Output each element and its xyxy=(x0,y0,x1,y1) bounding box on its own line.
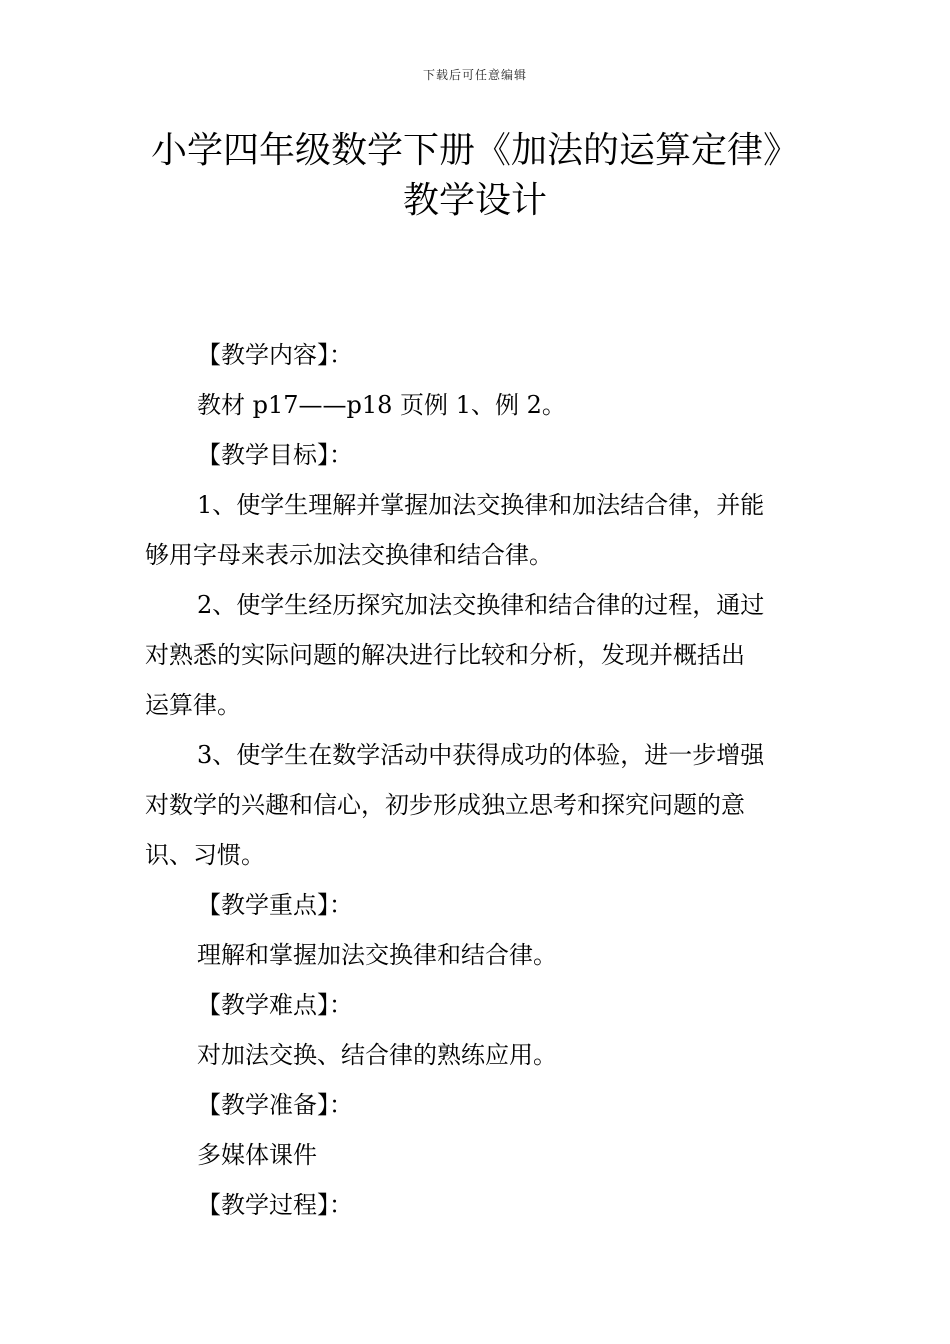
objectives-heading: 【教学目标】： xyxy=(197,441,353,469)
header-note: 下载后可任意编辑 xyxy=(422,68,527,82)
preparation-text: 多媒体课件 xyxy=(197,1141,317,1169)
objective-3-line-2: 对数学的兴趣和信心，初步形成独立思考和探究问题的意 xyxy=(145,791,745,819)
process-heading: 【教学过程】： xyxy=(197,1191,353,1219)
title-line-1: 小学四年级数学下册《加法的运算定律》 xyxy=(150,130,799,171)
document-body xyxy=(145,330,807,1230)
objective-3-line-3: 识、习惯。 xyxy=(145,841,265,869)
objective-3-line-1: 3、使学生在数学活动中获得成功的体验，进一步增强 xyxy=(197,741,765,769)
objective-2-line-2: 对熟悉的实际问题的解决进行比较和分析，发现并概括出 xyxy=(145,641,745,669)
objective-2-line-1: 2、使学生经历探究加法交换律和结合律的过程，通过 xyxy=(197,591,765,619)
content-text: 教材 p17——p18 页例 1、例 2。 xyxy=(197,391,566,419)
objective-1-line-2: 够用字母来表示加法交换律和结合律。 xyxy=(145,541,553,569)
preparation-heading: 【教学准备】： xyxy=(197,1091,353,1119)
key-points-heading: 【教学重点】： xyxy=(197,891,353,919)
document-title xyxy=(0,126,950,226)
objective-1-line-1: 1、使学生理解并掌握加法交换律和加法结合律，并能 xyxy=(197,491,765,519)
difficulties-heading: 【教学难点】： xyxy=(197,991,353,1019)
title-line-2: 教学设计 xyxy=(402,180,547,221)
difficulties-text: 对加法交换、结合律的熟练应用。 xyxy=(197,1041,557,1069)
key-points-text: 理解和掌握加法交换律和结合律。 xyxy=(197,941,557,969)
content-heading: 【教学内容】： xyxy=(197,341,353,369)
objective-2-line-3: 运算律。 xyxy=(145,691,241,719)
